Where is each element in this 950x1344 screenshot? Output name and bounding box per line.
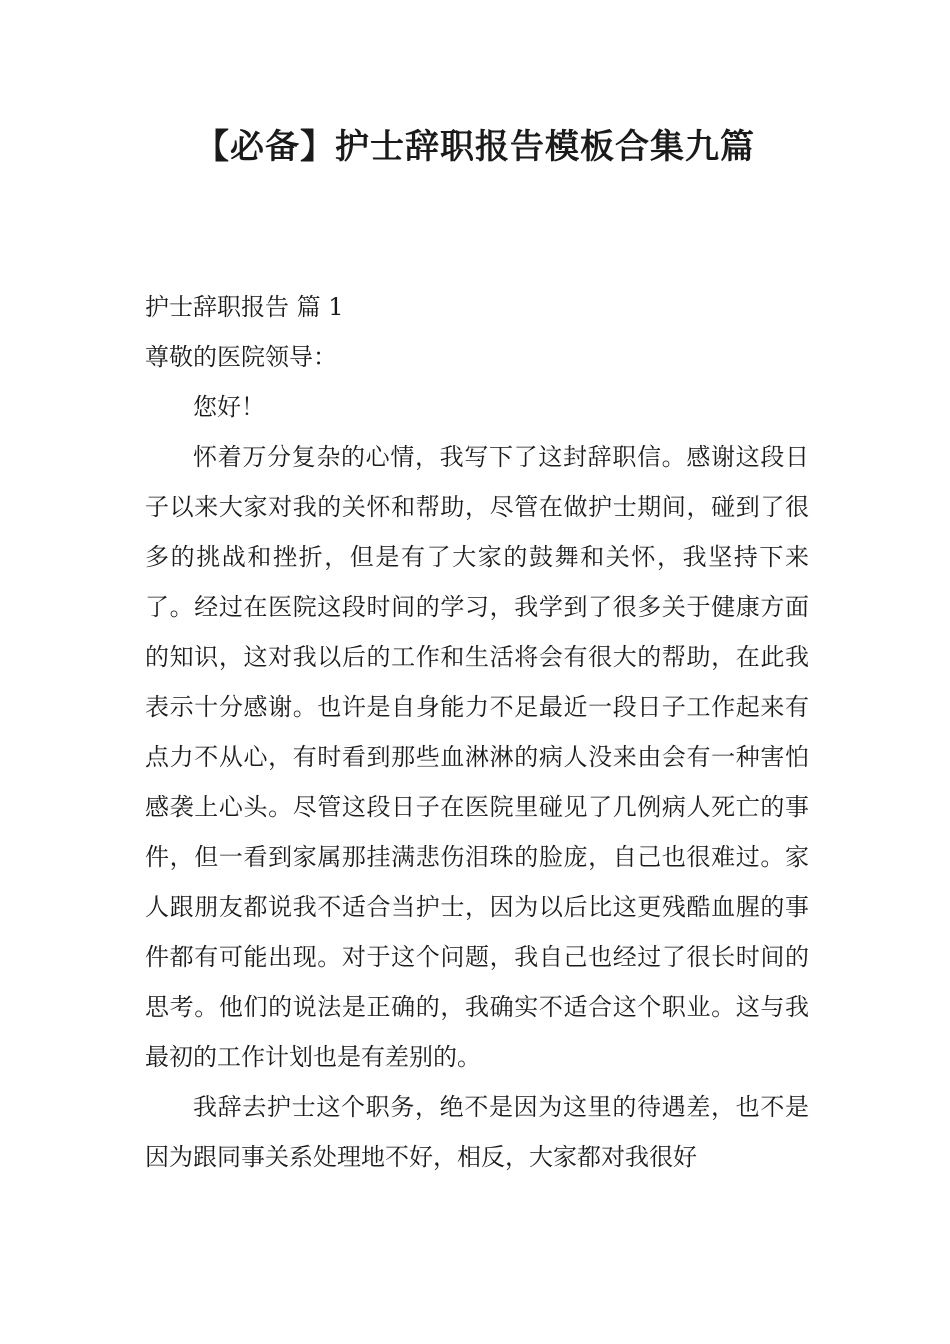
section-heading: 护士辞职报告 篇 1: [145, 293, 344, 321]
greeting: 您好！: [193, 393, 265, 421]
paragraph-2: 我辞去护士这个职务，绝不是因为这里的待遇差，也不是因为跟同事关系处理地不好，相反，大家都对我很好: [145, 1093, 809, 1171]
salutation: 尊敬的医院领导：: [145, 343, 337, 371]
document-title: 【必备】护士辞职报告模板合集九篇: [195, 127, 755, 167]
paragraph-1: 怀着万分复杂的心情，我写下了这封辞职信。感谢这段日子以来大家对我的关怀和帮助，尽管在做护士期间，碰到了很多的挑战和挫折，但是有了大家的鼓舞和关怀，我坚持下来了。经过在医院这段时间的学习，我学到了很多关于健康方面的知识，这对我以后的工作和生活将会有很大的帮助，在此我表示十分感谢。也许是自身能力不足最近一段日子工作起来有点力不从心，有时看到那些血淋淋的病人没来由会有一种害怕感袭上心头。尽管这段日子在医院里碰见了几例病人死亡的事件，但一看到家属那挂满悲伤泪珠的脸庞，自己也很难过。家人跟朋友都说我不适合当护士，因为以后比这更残酷血腥的事件都有可能出现。对于这个问题，我自己也经过了很长时间的思考。他们的说法是正确的，我确实不适合这个职业。这与我最初的工作计划也是有差别的。: [145, 443, 809, 1071]
document-body: [145, 282, 809, 1182]
